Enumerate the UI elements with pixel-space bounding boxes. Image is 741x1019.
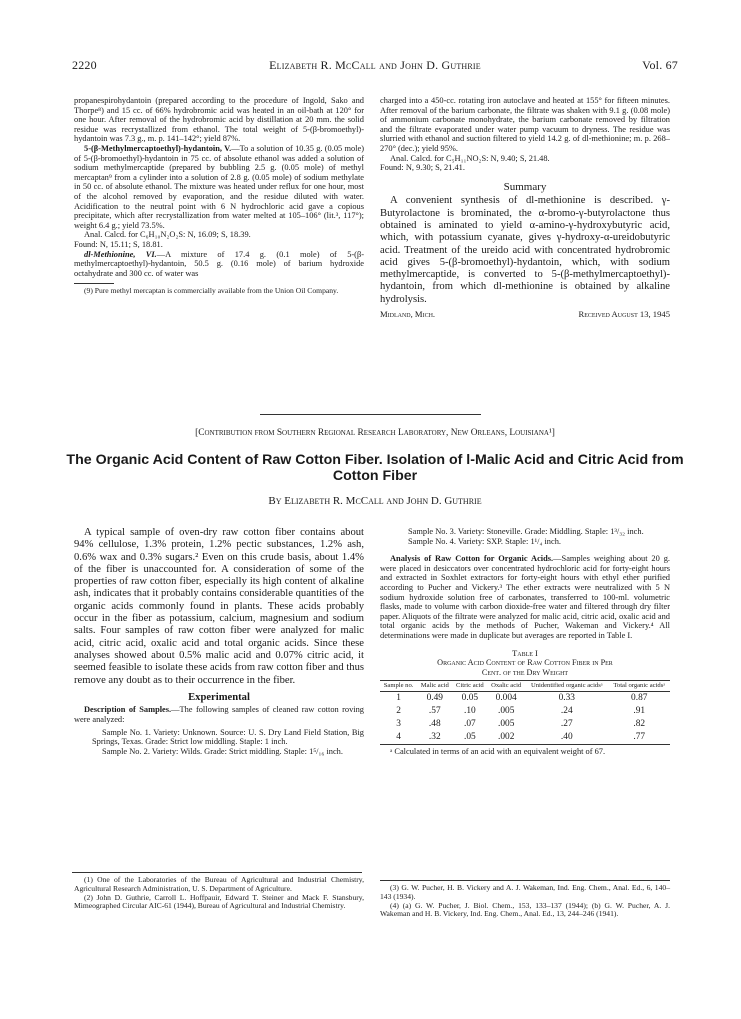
table-cell: 0.87 [631, 692, 648, 703]
article-left-column [74, 527, 364, 756]
table-cell: 0.49 [426, 692, 443, 703]
sample-entry: Sample No. 2. Variety: Wilds. Grade: Strict middling. Staple: 1⁵/₁₆ inch. [102, 746, 343, 756]
column-header: Malic acid [417, 681, 452, 691]
table-caption: Organic Acid Content of Raw Cotton Fiber in Per [437, 658, 613, 668]
contribution-line: [Contribution from Southern Regional Research Laboratory, New Orleans, Louisiana¹] [195, 428, 555, 438]
table-caption: Cent. of the Dry Weight [481, 667, 569, 677]
analysis-found: Found: N, 9.30; S, 21.41. [380, 163, 465, 173]
table-cell: 0.004 [495, 692, 517, 703]
footnote: (4) (a) G. W. Pucher, J. Biol. Chem., 153, 133–137 (1944); (b) G. W. Pucher, A. J. Wakeman and H. B. Vickery, Ind. Eng. Chem., Anal. Ed., 13, 244–246 (1941). [380, 900, 670, 919]
article-right-column [380, 527, 670, 756]
table-cell: .005 [497, 718, 515, 729]
dateline [380, 310, 670, 324]
sample-entry: Sample No. 4. Variety: SXP. Staple: 1¹/₄ inch. [408, 536, 561, 546]
article-divider [260, 414, 481, 415]
table-cell: .82 [633, 718, 646, 729]
intro-paragraph: A typical sample of oven-dry raw cotton fiber contains about 94% cellulose, 1.3% protein, 1.2% pectic substances, 1.2% ash, 0.6% wax and 0.3% sugars.² Even on this crude basis, about 1.4% of the fiber is unaccounted for. A consideration of some of the properties of raw cotton fiber, especially its high content of alkaline ash, indicates that it probably contains considerable quantities of the organic acids commonly found in plants. These acids probably occur in the fiber as potassium, calcium, magnesium and sodium salts. Four samples of raw cotton fiber were analyzed for malic acid, citric acid, oxalic acid and total organic acids. Since these analyses showed about 0.5% malic acid and 0.07% citric acid, it seemed feasible to isolate these acids from raw cotton fiber and thus remove any doubt as to their occurrence in the fiber. [74, 527, 364, 686]
paragraph: Analysis of Raw Cotton for Organic Acids.—Samples weighing about 20 g. were placed in desiccators over concentrated hydrochloric acid for forty-eight hours and extracted in Soxhlet extractors for forty-eight hours with ethyl ether purified according to Pucher and Vickery.³ The ether extracts were neutralized with 5 N sodium hydroxide solution free of carbonates, transferred to 100-ml. volumetric flasks, made to volume with carbon dioxide-free water and filtered through dry filter paper. Aliquots of the filtrate were analyzed for malic acid, citric acid, oxalic acid and total organic acids by the methods of Pucher, Wakeman and Vickery.⁴ All determinations were made in duplicate but averages are reported in Table I. [380, 554, 670, 640]
analysis-calcd: Anal. Calcd. for C₅H₁₁NO₂S: N, 9.40; S, 21.48. [390, 153, 550, 163]
section-heading: Analysis of Raw Cotton for Organic Acids. [390, 554, 554, 564]
paragraph: charged into a 450-cc. rotating iron autoclave and heated at 155° for fifteen minutes. After removal of the barium carbonate, the filtrate was shaken with 9.1 g. (0.08 mole) of ammonium carbonate monohydrate, the barium carbonate removed by filtration and the filtrate evaporated under water pump vacuum to dryness. The residue was slurried with ethanol and suction filtered to yield 14.2 g. of dl-methionine; m. p. 268–270° (dec.); yield 95%. [380, 96, 670, 153]
table-cell: .48 [428, 718, 441, 729]
table-cell: .05 [452, 731, 487, 745]
table-cell: .57 [428, 705, 441, 716]
organic-acid-table [380, 680, 670, 744]
table-cell: .005 [497, 705, 515, 716]
article-authors: By Elizabeth R. McCall and John D. Guthrie [268, 495, 482, 507]
right-footnotes [380, 884, 670, 919]
volume: Vol. 67 [642, 58, 678, 72]
column-header: Sample no. [380, 681, 417, 691]
column-header: Oxalic acid [487, 681, 525, 691]
table-cell: .10 [464, 705, 476, 716]
table-cell: 3 [396, 718, 401, 729]
table-row [380, 731, 670, 745]
received-date: Received August 13, 1945 [578, 309, 670, 320]
table-cell: 0.05 [461, 692, 479, 703]
table-cell: .32 [417, 731, 452, 745]
prev-article-left-column [74, 96, 364, 296]
analysis-calcd: Anal. Calcd. for C₆H₁₀N₂O₂S: N, 16.09; S, 18.39. [84, 230, 251, 240]
table-cell: .77 [608, 731, 670, 745]
column-header: Citric acid [452, 681, 487, 691]
table-row [380, 705, 670, 718]
left-footnotes [74, 876, 364, 911]
analysis-found: Found: N, 15.11; S, 18.81. [74, 239, 163, 249]
table-cell: .002 [487, 731, 525, 745]
paragraph: dl-Methionine, VI.—A mixture of 17.4 g. (0.1 mole) of 5-(β-methylmercaptoethyl)-hydantoin, 50.5 g. (0.16 mole) of barium hydroxide octahydrate and 300 cc. of water was [74, 249, 365, 278]
footnote: (1) One of the Laboratories of the Bureau of Agricultural and Industrial Chemistry, Agricultural Research Administration, U. S. Department of Agriculture. [74, 875, 364, 893]
compound-heading: 5-(β-Methylmercaptoethyl)-hydantoin, V. [84, 143, 232, 153]
table-cell: .27 [560, 718, 573, 729]
section-heading: Description of Samples. [84, 705, 172, 715]
summary-heading: Summary [503, 180, 547, 193]
table-row [380, 718, 670, 731]
paragraph: 5-(β-Methylmercaptoethyl)-hydantoin, V.—To a solution of 10.35 g. (0.05 mole) of 5-(β-bromoethyl)-hydantoin in 75 cc. of absolute ethanol was added a solution of sodium methylmercaptide (prepared by bubbling 2.5 g. (0.05 mole) of methyl mercaptan⁹ from a cylinder into a solution of 2.8 g. (0.05 mole) of sodium methylate in 50 cc. of absolute ethanol. The mixture was heated under reflux for one hour, most of the alcohol removed by evaporation, and the residue diluted with water. Acidification to the neutral point with 6 N hydrochloric acid gave a copious precipitate, which after recrystallization from water melted at 105–106° (lit.³, 117°); weight 6.4 g.; yield 73.5%. [74, 143, 364, 230]
footnote-rule [72, 872, 362, 873]
footnote: (9) Pure methyl mercaptan is commercially available from the Union Oil Company. [84, 286, 339, 296]
prev-article-right-column [380, 96, 670, 324]
compound-heading: dl-Methionine, VI. [84, 249, 157, 259]
footnote: (3) G. W. Pucher, H. B. Vickery and A. J. Wakeman, Ind. Eng. Chem., Anal. Ed., 6, 140–143 (1934). [380, 883, 670, 901]
article-title: The Organic Acid Content of Raw Cotton Fiber. Isolation of l-Malic Acid and Citric Acid from Cotton Fiber [66, 452, 684, 484]
sample-entry: Sample No. 3. Variety: Stoneville. Grade: Middling. Staple: 1³/₃₂ inch. [408, 527, 644, 536]
experimental-heading: Experimental [188, 691, 250, 703]
sample-entry: Sample No. 1. Variety: Unknown. Source: U. S. Dry Land Field Station, Big Springs, Texas. Grade: Strict low middling. Staple: 1 inch. [92, 727, 364, 747]
table-note: ᵃ Calculated in terms of an acid with an equivalent weight of 67. [390, 746, 606, 756]
table-cell: 1 [396, 692, 401, 703]
table-header-row [380, 681, 670, 691]
table-cell: 4 [380, 731, 417, 745]
table-cell: 0.33 [558, 692, 575, 703]
table-cell: .91 [633, 705, 646, 716]
paragraph: propanespirohydantoin (prepared according to the procedure of Ingold, Sako and Thorpe⁸) and 15 cc. of 66% hydrobromic acid was heated in an oil-bath at 120° for one hour. After removal of the hydrobromic acid by distillation at 20 mm. the solid residue was recrystallized from ethanol. The total weight of 5-(β-bromoethyl)-hydantoin was 7.3 g., m. p. 141–142°; yield 87%. [74, 96, 364, 144]
running-title: Elizabeth R. McCall and John D. Guthrie [269, 58, 481, 72]
footnote: (2) John D. Guthrie, Carroll L. Hoffpauir, Edward T. Steiner and Mack F. Stansbury, Mimeographed Circular AIC-61 (1944), Bureau of Agricultural and Industrial Chemistry. [74, 892, 364, 911]
place: Midland, Mich. [380, 309, 436, 320]
footnote-rule [74, 283, 114, 284]
paragraph: Description of Samples.—The following samples of cleaned raw cotton roving were analyzed: [74, 705, 364, 725]
summary-text: A convenient synthesis of dl-methionine is described. γ-Butyrolactone is brominated, the α-bromo-γ-butyrolactone thus obtained is aminated to yield α-amino-γ-hydroxybutyric acid, which, with potassium cyanate, gives γ-hydroxy-α-ureidobutyric acid. Treatment of the ureido acid with concentrated hydrobromic acid gives 5-(β-bromoethyl)-hydantoin, which, with sodium methylmercaptide, is converted to 5-(β-methylmercaptoethyl)-hydantoin, from which dl-methionine is obtained by alkaline hydrolysis. [380, 195, 670, 305]
table-cell: .40 [525, 731, 608, 745]
footnote-rule [380, 880, 670, 881]
column-header: Unidentified organic acidsᵃ [525, 681, 608, 691]
column-header: Total organic acidsᵃ [608, 681, 670, 691]
table-cell: .07 [464, 718, 476, 729]
table-cell: .24 [560, 705, 573, 716]
table-cell: 2 [396, 705, 401, 716]
page-number: 2220 [72, 58, 97, 72]
table-row [380, 691, 670, 705]
table-label: Table I [512, 648, 538, 658]
